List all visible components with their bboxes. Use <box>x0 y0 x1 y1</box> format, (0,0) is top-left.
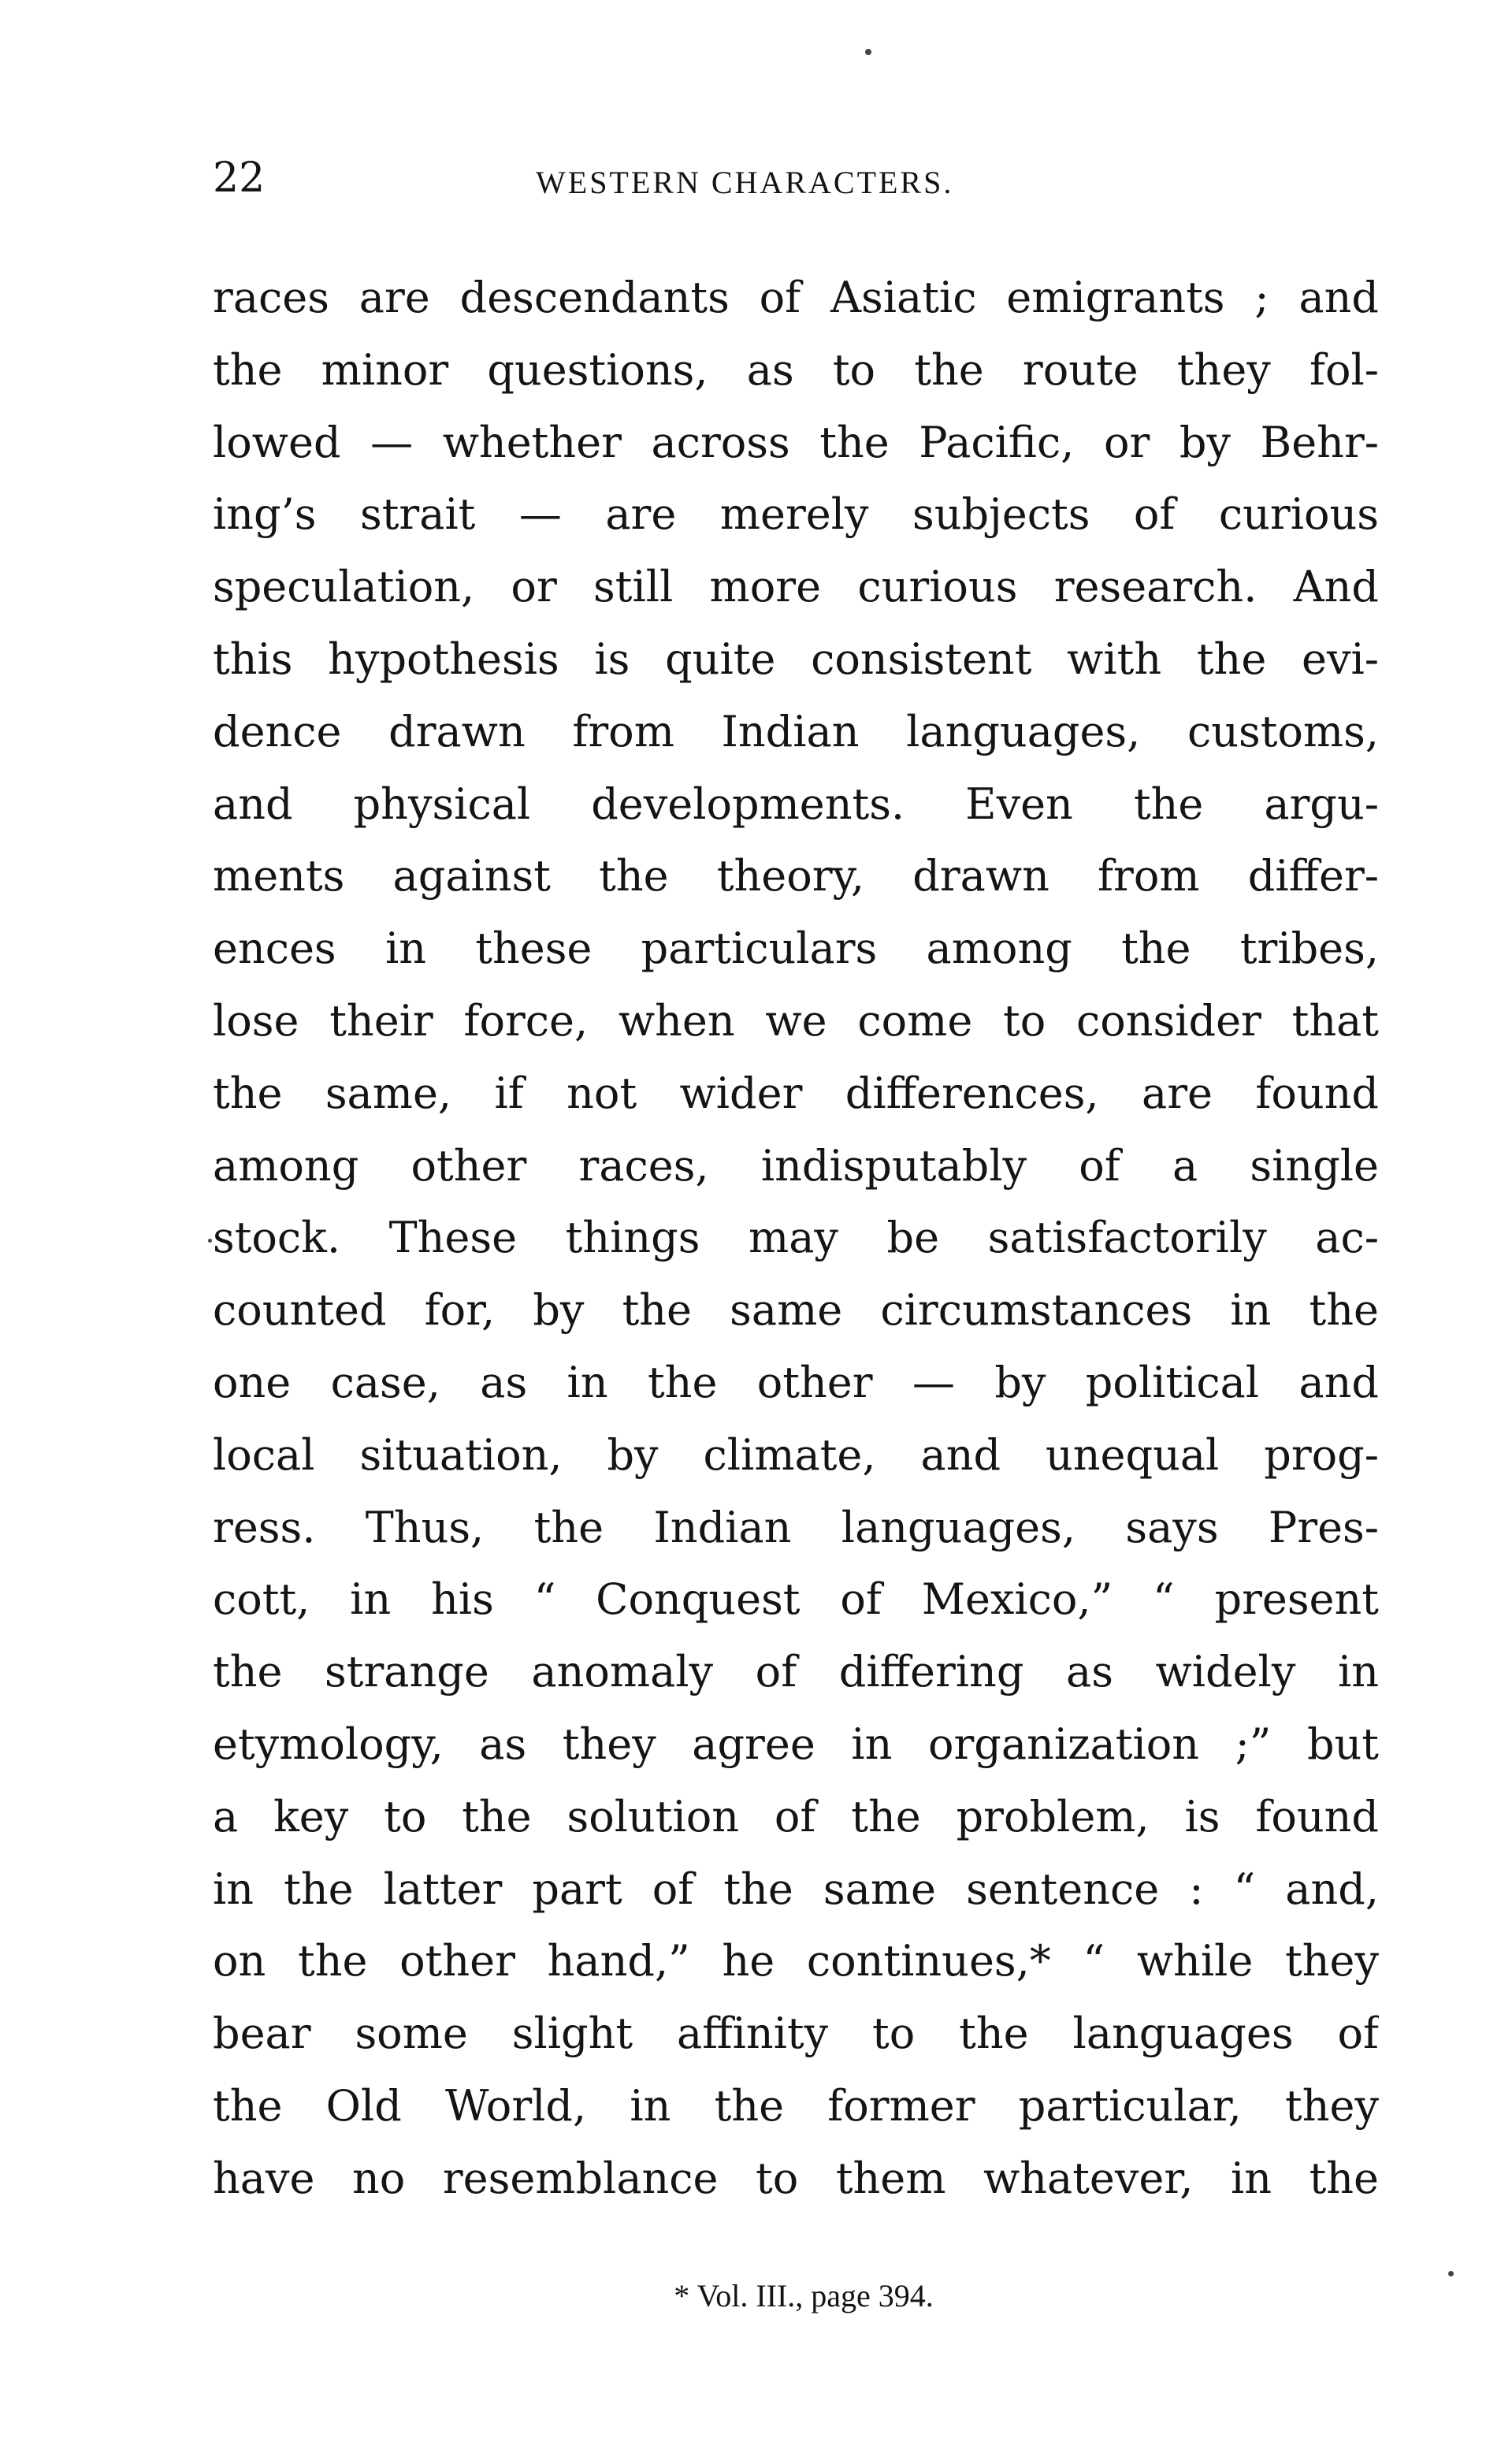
footnote <box>213 2277 1379 2315</box>
text-line: this hypothesis is quite consistent with the evi- <box>213 634 1379 684</box>
footnote-text: * Vol. III., page 394. <box>674 2278 934 2313</box>
text-line: a key to the solution of the problem, is found <box>213 1791 1379 1841</box>
text-line: speculation, or still more curious research. And <box>213 562 1379 612</box>
text-line: dence drawn from Indian languages, customs, <box>213 706 1379 756</box>
ink-speck <box>1448 2271 1454 2276</box>
text-line: in the latter part of the same sentence : “ and, <box>213 1864 1379 1914</box>
text-line: ences in these particulars among the tribes, <box>213 923 1379 974</box>
text-line: ments against the theory, drawn from differ- <box>213 851 1379 901</box>
ink-speck <box>865 49 871 55</box>
text-line: ing’s strait — are merely subjects of curious <box>213 489 1379 540</box>
text-line: counted for, by the same circumstances in the <box>213 1285 1379 1336</box>
text-line: among other races, indisputably of a single <box>213 1140 1379 1191</box>
text-line: etymology, as they agree in organization ;” but <box>213 1719 1379 1769</box>
text-line: the same, if not wider differences, are found <box>213 1068 1379 1118</box>
text-line: one case, as in the other — by political and <box>213 1357 1379 1407</box>
text-line: the strange anomaly of differing as widely in <box>213 1647 1379 1697</box>
body-text <box>213 262 1379 2215</box>
ink-speck <box>208 1239 212 1243</box>
running-title: WESTERN CHARACTERS. <box>536 165 954 200</box>
text-line: ress. Thus, the Indian languages, says Pres- <box>213 1502 1379 1552</box>
page-number: 22 <box>213 154 266 202</box>
text-line: the minor questions, as to the route they fol- <box>213 344 1379 395</box>
text-line: have no resemblance to them whatever, in the <box>213 2153 1379 2203</box>
text-line: and physical developments. Even the argu- <box>213 779 1379 829</box>
text-line: races are descendants of Asiatic emigrants ; and <box>213 273 1379 322</box>
text-line: local situation, by climate, and unequal prog- <box>213 1429 1379 1480</box>
text-line: bear some slight affinity to the languages of <box>213 2009 1379 2059</box>
running-header <box>213 154 1379 210</box>
text-line: the Old World, in the former particular, they <box>213 2080 1379 2131</box>
text-line: on the other hand,” he continues,* “ while they <box>213 1936 1379 1986</box>
text-line: lowed — whether across the Pacific, or by Behr- <box>213 417 1379 467</box>
text-line: stock. These things may be satisfactorily ac- <box>213 1213 1379 1263</box>
text-line: lose their force, when we come to consider that <box>213 995 1379 1046</box>
text-line: cott, in his “ Conquest of Mexico,” “ present <box>213 1574 1379 1625</box>
